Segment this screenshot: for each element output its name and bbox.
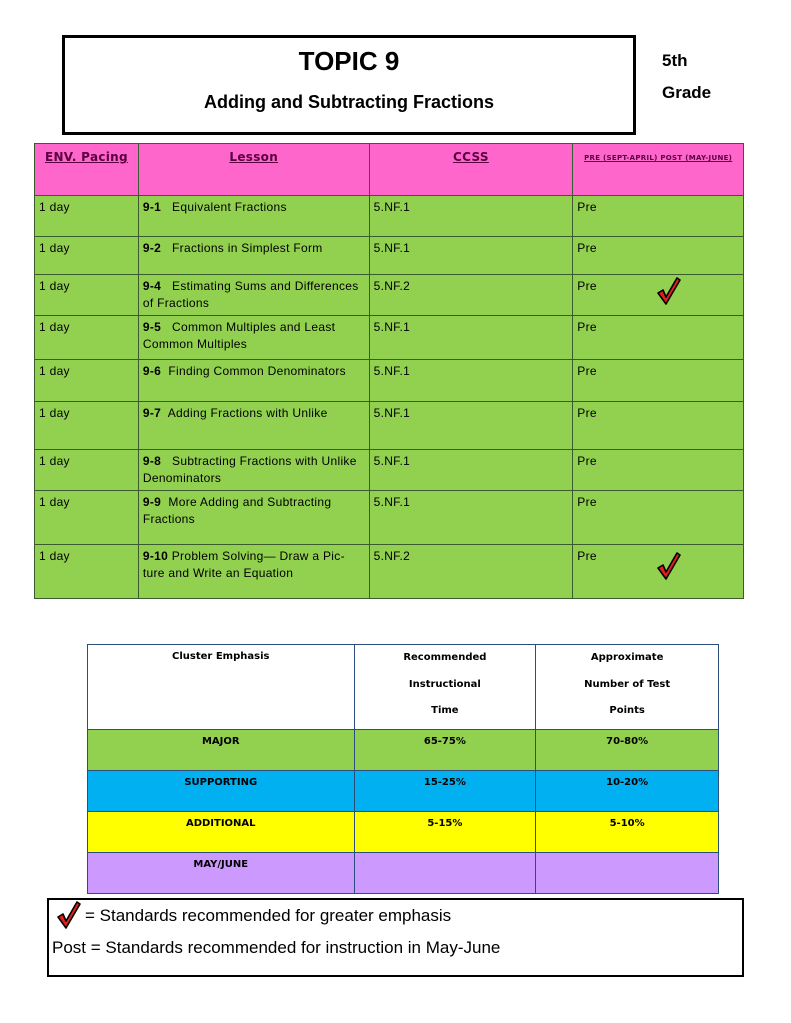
pacing-cell: 1 day (35, 360, 139, 402)
cluster-emphasis-table (87, 644, 719, 894)
lesson-title: Problem Solving— Draw a Pic-ture and Write an Equation (142, 549, 345, 580)
lesson-title: Equivalent Fractions (172, 200, 287, 214)
lesson-cell (138, 316, 369, 360)
status-cell (573, 491, 744, 545)
status-cell (573, 196, 744, 237)
header-ccss: CCSS (369, 144, 573, 196)
status-text: Pre (577, 200, 597, 214)
lesson-row (35, 402, 744, 450)
header-line: Points (609, 705, 645, 716)
lesson-title: Estimating Sums and Differences of Fractions (142, 279, 359, 310)
legend-box (47, 898, 744, 977)
lesson-title: Adding Fractions with Unlike (167, 406, 328, 420)
lesson-cell (138, 237, 369, 275)
lesson-number: 9-9 (142, 495, 162, 509)
ccss-cell: 5.NF.2 (369, 545, 573, 599)
lesson-number: 9-5 (142, 320, 162, 334)
cluster-row-major (88, 730, 719, 771)
ccss-cell: 5.NF.1 (369, 402, 573, 450)
topic-subtitle: Adding and Subtracting Fractions (203, 92, 494, 112)
status-text: Pre (577, 320, 597, 334)
lesson-number: 9-1 (142, 200, 162, 214)
header-line: Time (431, 705, 459, 716)
pacing-cell: 1 day (35, 196, 139, 237)
lesson-table-header (35, 144, 744, 196)
status-cell (573, 237, 744, 275)
cluster-name: SUPPORTING (88, 771, 355, 812)
lesson-number: 9-6 (142, 364, 162, 378)
status-cell (573, 275, 744, 316)
lesson-row (35, 360, 744, 402)
lesson-cell (138, 275, 369, 316)
lesson-title: More Adding and Subtracting Fractions (142, 495, 332, 526)
red-checkmark-icon (55, 900, 81, 930)
header-recommended-time (354, 645, 536, 730)
lesson-row (35, 275, 744, 316)
legend-emphasis-text: = Standards recommended for greater emphasis (85, 906, 452, 925)
status-cell (573, 402, 744, 450)
lesson-number: 9-7 (142, 406, 162, 420)
lesson-table (34, 143, 744, 599)
status-cell (573, 360, 744, 402)
lesson-number: 9-2 (142, 241, 162, 255)
ccss-cell: 5.NF.1 (369, 450, 573, 491)
header-line: Instructional (408, 678, 481, 690)
cluster-time (354, 853, 536, 894)
cluster-time: 65-75% (354, 730, 536, 771)
pacing-cell: 1 day (35, 402, 139, 450)
grade-number: 5th (662, 51, 688, 70)
header-cluster-emphasis: Cluster Emphasis (88, 645, 355, 730)
cluster-row-supporting (88, 771, 719, 812)
pacing-cell: 1 day (35, 491, 139, 545)
lesson-row (35, 237, 744, 275)
pacing-cell: 1 day (35, 275, 139, 316)
cluster-time: 5-15% (354, 812, 536, 853)
lesson-title: Fractions in Simplest Form (172, 241, 323, 255)
cluster-row-additional (88, 812, 719, 853)
ccss-cell: 5.NF.1 (369, 237, 573, 275)
status-cell (573, 545, 744, 599)
status-text: Pre (577, 549, 597, 563)
header-test-points (536, 645, 719, 730)
status-text: Pre (577, 406, 597, 420)
red-checkmark-icon (655, 276, 681, 306)
header-line: Approximate (590, 652, 664, 663)
ccss-cell: 5.NF.1 (369, 491, 573, 545)
lesson-row (35, 450, 744, 491)
ccss-cell: 5.NF.1 (369, 360, 573, 402)
lesson-cell (138, 450, 369, 491)
status-text: Pre (577, 279, 597, 293)
cluster-row-may-june (88, 853, 719, 894)
pacing-cell: 1 day (35, 545, 139, 599)
lesson-number: 9-4 (142, 279, 162, 293)
ccss-cell: 5.NF.2 (369, 275, 573, 316)
pacing-cell: 1 day (35, 450, 139, 491)
cluster-points (536, 853, 719, 894)
lesson-title: Subtracting Fractions with Unlike Denominators (142, 454, 357, 485)
lesson-row (35, 196, 744, 237)
header-line: Number of Test (584, 678, 671, 690)
lesson-row (35, 491, 744, 545)
lesson-cell (138, 360, 369, 402)
pacing-cell: 1 day (35, 237, 139, 275)
lesson-number: 9-8 (142, 454, 162, 468)
red-checkmark-icon (655, 551, 681, 581)
lesson-title: Common Multiples and Least Common Multiples (142, 320, 336, 351)
header-lesson: Lesson (138, 144, 369, 196)
header-pre-post: PRE (SEPT-APRIL) POST (MAY-JUNE) (573, 144, 744, 196)
topic-title-box (62, 35, 636, 135)
topic-title: TOPIC 9 (298, 46, 400, 76)
status-text: Pre (577, 495, 597, 509)
status-text: Pre (577, 454, 597, 468)
status-cell (573, 316, 744, 360)
grade-label: Grade (662, 83, 712, 102)
cluster-time: 15-25% (354, 771, 536, 812)
cluster-points: 5-10% (536, 812, 719, 853)
cluster-points: 10-20% (536, 771, 719, 812)
lesson-cell (138, 402, 369, 450)
lesson-row (35, 545, 744, 599)
lesson-title: Finding Common Denominators (168, 364, 346, 378)
status-text: Pre (577, 241, 597, 255)
lesson-cell (138, 545, 369, 599)
cluster-name: MAY/JUNE (88, 853, 355, 894)
lesson-row (35, 316, 744, 360)
header-env-pacing: ENV. Pacing (35, 144, 139, 196)
lesson-cell (138, 491, 369, 545)
pacing-cell: 1 day (35, 316, 139, 360)
header-line: Recommended (403, 652, 487, 663)
cluster-name: MAJOR (88, 730, 355, 771)
cluster-table-header (88, 645, 719, 730)
lesson-cell (138, 196, 369, 237)
cluster-points: 70-80% (536, 730, 719, 771)
ccss-cell: 5.NF.1 (369, 196, 573, 237)
legend-post-text: Post = Standards recommended for instruction in May-June (52, 938, 501, 957)
ccss-cell: 5.NF.1 (369, 316, 573, 360)
status-cell (573, 450, 744, 491)
status-text: Pre (577, 364, 597, 378)
cluster-name: ADDITIONAL (88, 812, 355, 853)
lesson-number: 9-10 (142, 549, 169, 563)
